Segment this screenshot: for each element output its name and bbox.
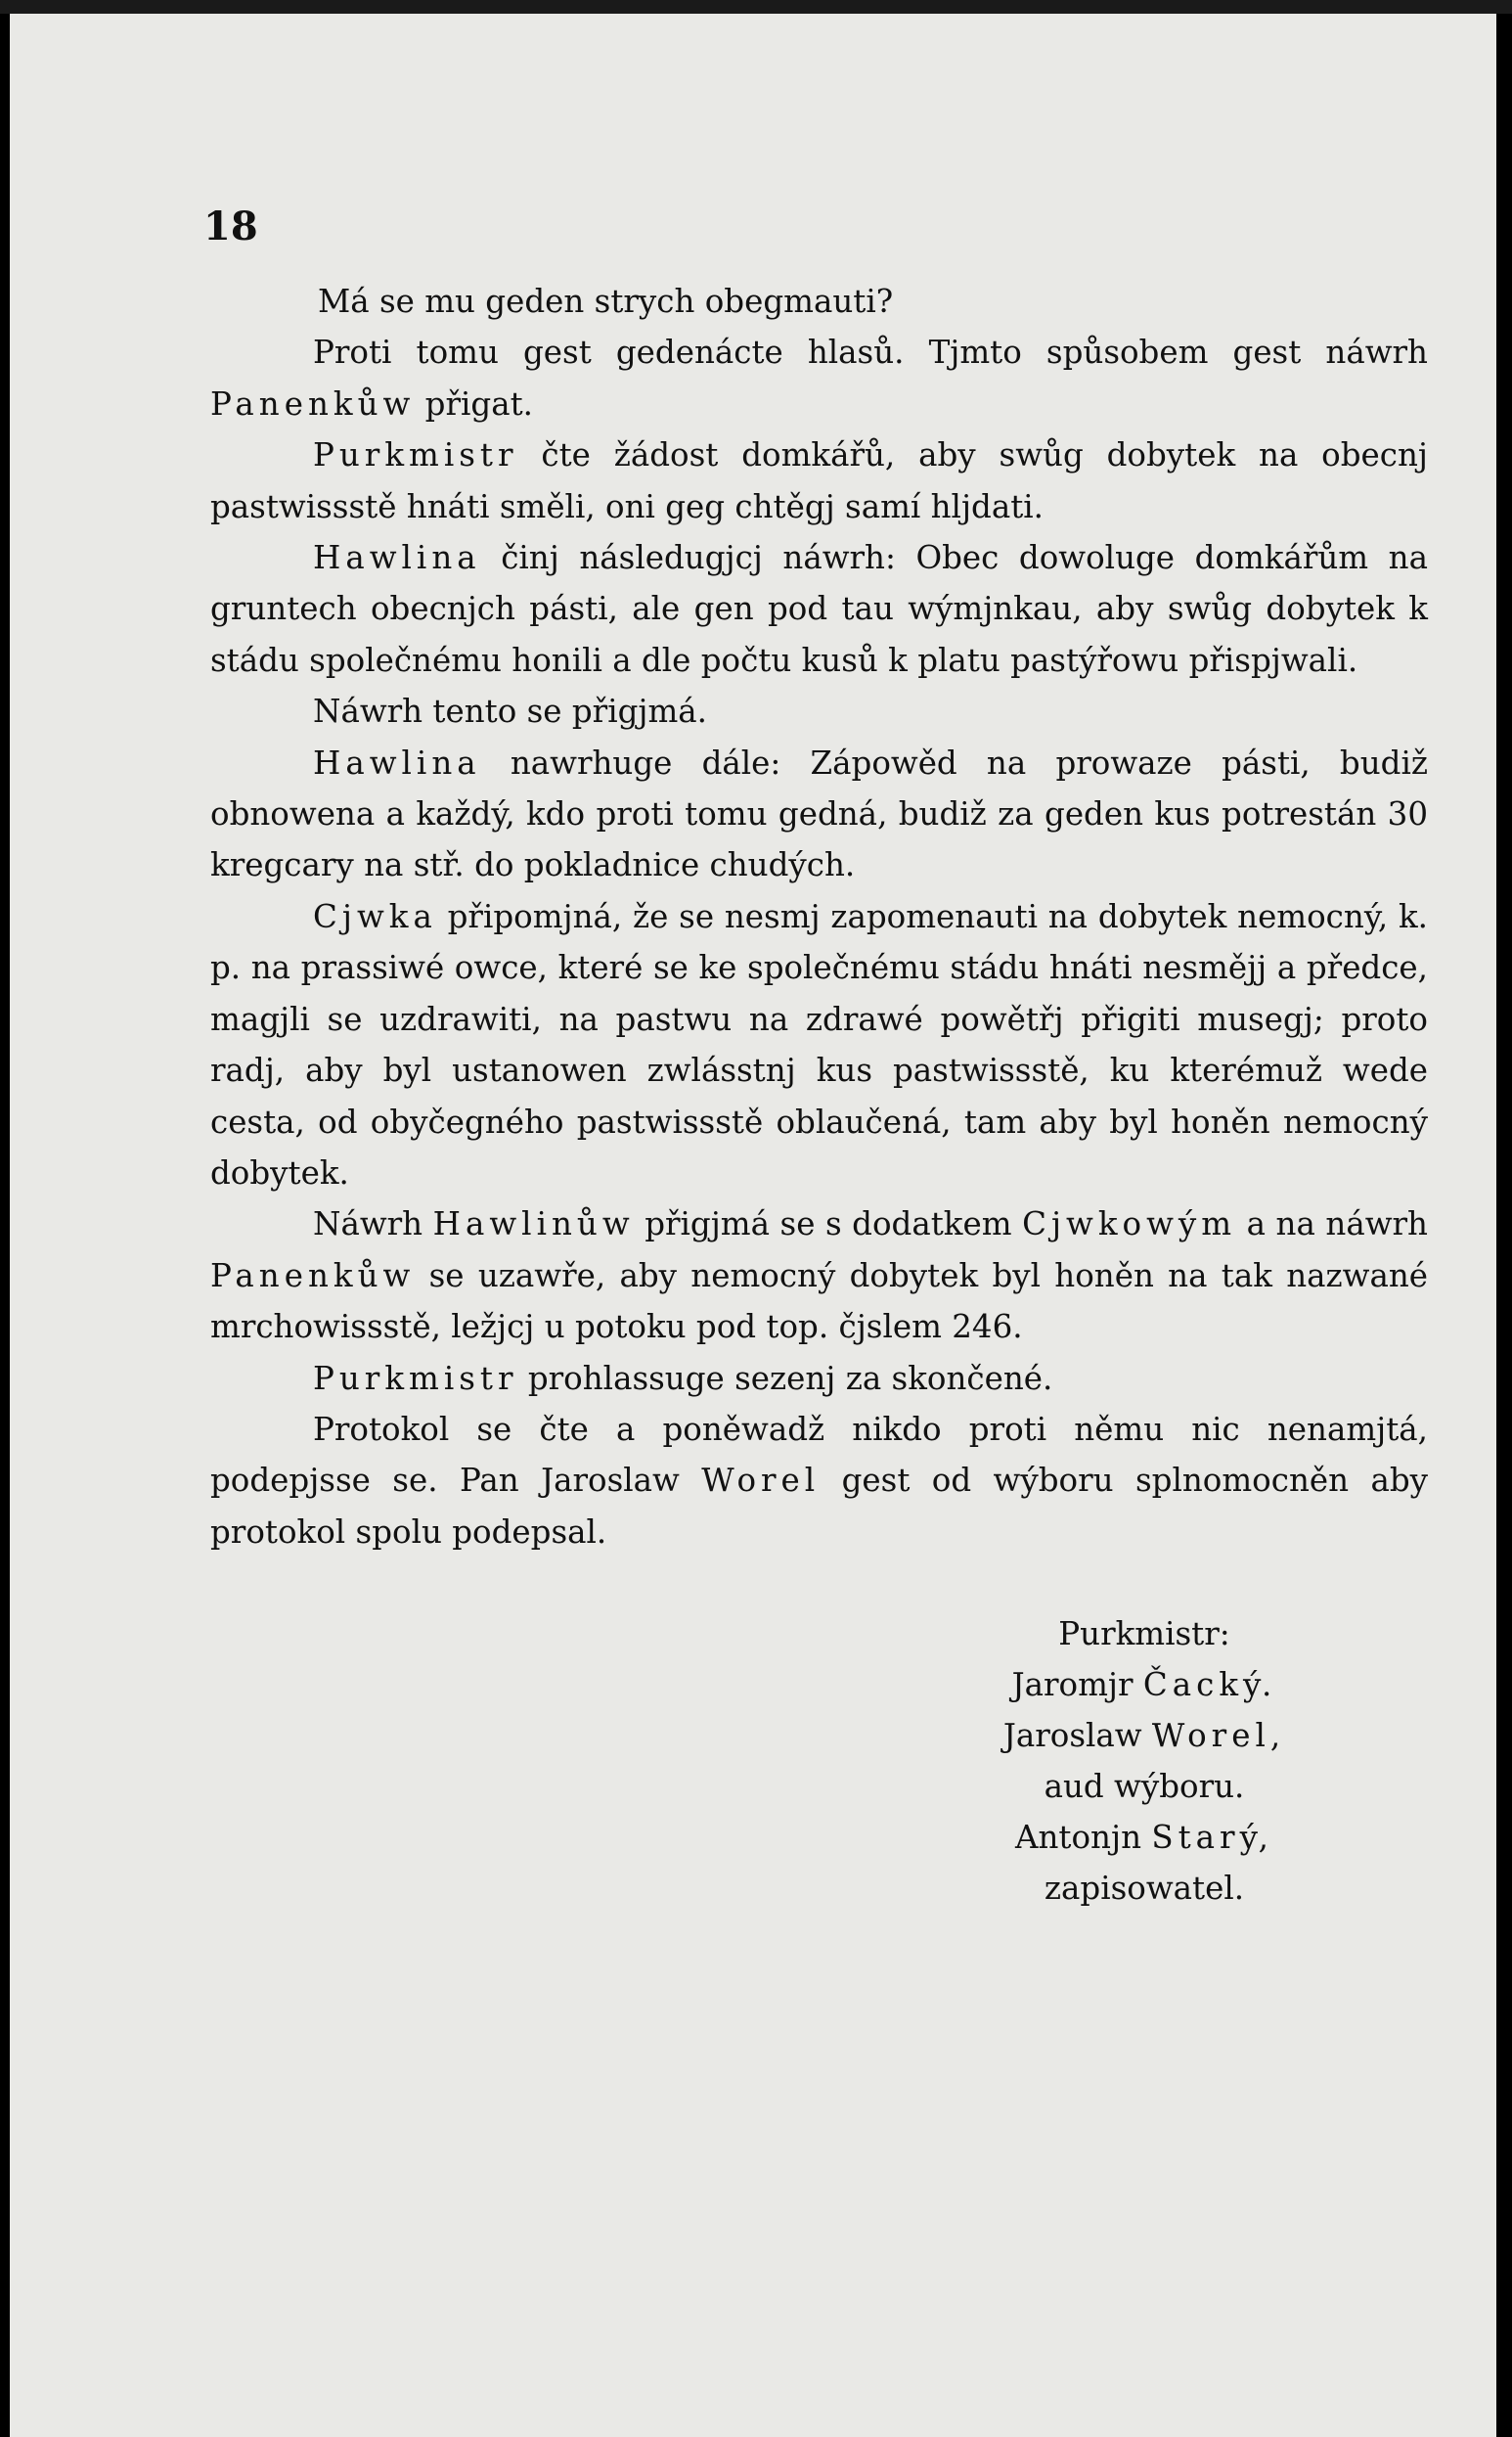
name-hawlinuw: Hawlinůw xyxy=(432,1205,635,1243)
book-page xyxy=(10,14,1496,2437)
name-hawlina: Hawlina xyxy=(313,744,481,782)
scan-top-edge xyxy=(0,0,1512,14)
paragraph-7: Cjwka připomjná, že se nesmj zapomenauti na dobytek nemocný, k. p. na prassiwé owce, které se ke společnému stádu hnáti nesmějj a předce, magjli se uzdrawiti, na pastwu na zdrawé powětřj přigiti musegj; proto radj, aby byl ustanowen zwlásstnj kus pastwissstě, ku kterémuž wede cesta, od obyčegného pastwissstě oblaučená, tam aby byl honěn nemocný dobytek. xyxy=(210,897,1428,1192)
signature-clerk-role: zapisowatel. xyxy=(1044,1870,1245,1907)
paragraph-6: Hawlina nawrhuge dále: Zápowěd na prowaze pásti, budiž obnowena a každý, kdo proti tomu gedná, budiž za geden kus potrestán 30 kregcary na stř. do pokladnice chudých. xyxy=(210,744,1428,884)
name-panenek: Panenkůw xyxy=(210,384,416,423)
paragraph-1: Má se mu geden strych obegmauti? xyxy=(318,283,894,320)
name-cjwkowym: Cjwkowým xyxy=(1022,1205,1237,1243)
signature-member: Jaroslaw Worel, xyxy=(1002,1717,1286,1754)
page-number: 18 xyxy=(203,203,258,249)
name-worel: Worel xyxy=(701,1462,821,1500)
paragraph-9: Purkmistr prohlassuge sezenj za skončené. xyxy=(313,1359,1053,1397)
signature-block xyxy=(919,1608,1369,1914)
name-purkmistr: Purkmistr xyxy=(313,1359,518,1397)
signature-clerk: Antonjn Starý, xyxy=(1015,1819,1273,1856)
paragraph-2: Proti tomu gest gedenácte hlasů. Tjmto spůsobem gest náwrh Panenkůw přigat. xyxy=(210,334,1428,423)
name-panenkuw: Panenkůw xyxy=(210,1256,416,1294)
signature-title: Purkmistr: xyxy=(1058,1615,1230,1652)
paragraph-4: Hawlina činj následugjcj náwrh: Obec dowoluge domkářům na gruntech obecnjch pásti, ale gen pod tau wýmjnkau, aby swůg dobytek k stádu společnému honili a dle počtu kusů k platu pastýřowu přispjwali. xyxy=(210,539,1428,679)
name-purkmistr: Purkmistr xyxy=(313,436,518,474)
paragraph-10: Protokol se čte a poněwadž nikdo proti němu nic nenamjtá, podepjsse se. Pan Jaroslaw Worel gest od wýboru splnomocněn aby protokol spolu podepsal. xyxy=(210,1410,1428,1551)
paragraph-3: Purkmistr čte žádost domkářů, aby swůg dobytek na obecnj pastwissstě hnáti směli, oni geg chtěgj samí hljdati. xyxy=(210,436,1428,525)
paragraph-8: Náwrh Hawlinůw přigjmá se s dodatkem Cjwkowým a na náwrh Panenkůw se uzawře, aby nemocný dobytek byl honěn na tak nazwané mrchowissstě, ležjcj u potoku pod top. čjslem 246. xyxy=(210,1205,1428,1346)
paragraph-5: Náwrh tento se přigjmá. xyxy=(313,693,707,731)
signature-member-role: aud wýboru. xyxy=(1044,1768,1245,1805)
signature-mayor: Jaromjr Čacký. xyxy=(1011,1666,1277,1703)
minutes-text xyxy=(210,276,1428,1557)
name-cjwka: Cjwka xyxy=(313,897,437,935)
name-hawlina: Hawlina xyxy=(313,539,481,577)
